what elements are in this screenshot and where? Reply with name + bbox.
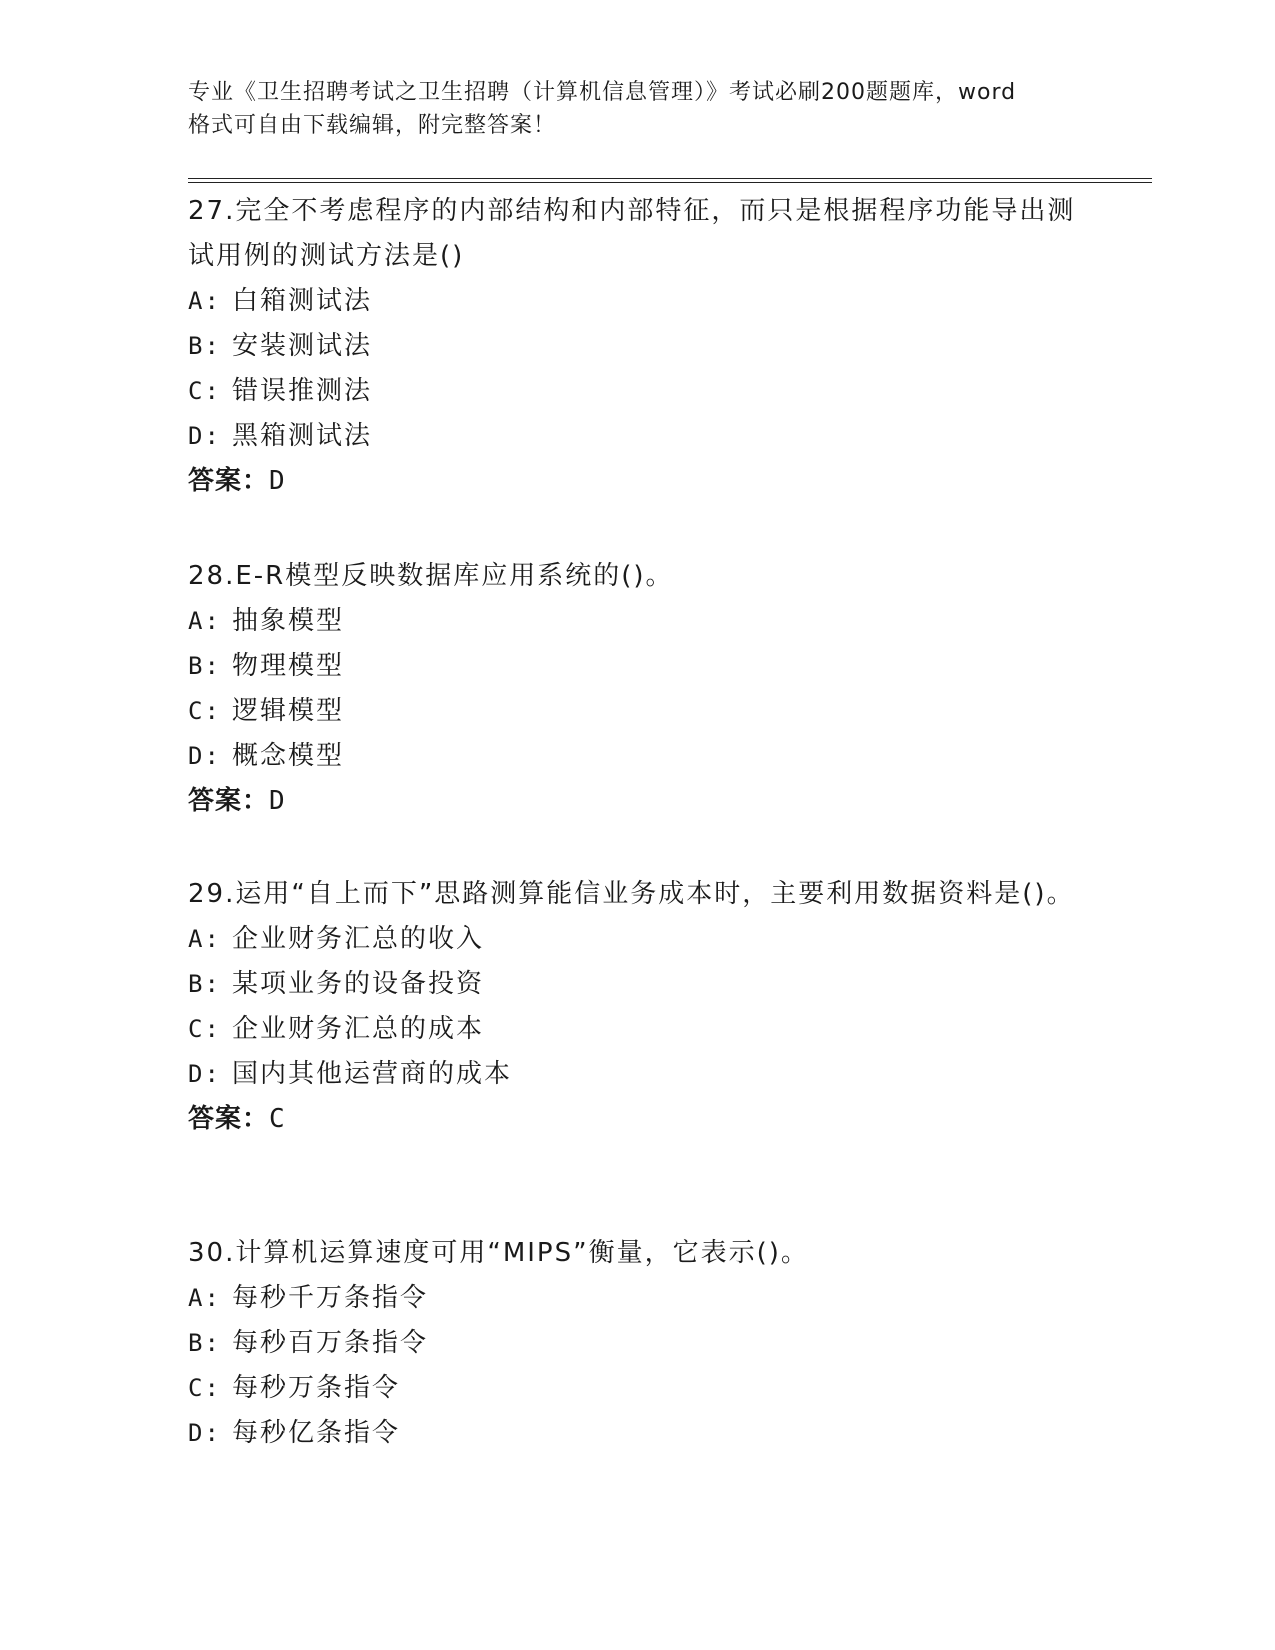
option-letter: C: [188, 1015, 221, 1043]
answer [188, 779, 1088, 824]
option-c [188, 1007, 1088, 1052]
option-letter: B: [188, 1329, 221, 1357]
option-letter: B: [188, 652, 221, 680]
option-text: 抽象模型 [232, 606, 345, 636]
option-c [188, 1366, 1088, 1411]
option-d [188, 1411, 1088, 1456]
option-b [188, 962, 1088, 1007]
option-text: 每秒亿条指令 [232, 1418, 401, 1448]
question-stem: 28.E-R模型反映数据库应用系统的()。 [188, 561, 674, 591]
question-28 [188, 554, 1088, 824]
question-stem: 27.完全不考虑程序的内部结构和内部特征，而只是根据程序功能导出测试用例的测试方法是() [188, 196, 1076, 271]
option-b [188, 644, 1088, 689]
answer-value: D [269, 786, 286, 816]
header-line-2: 格式可自由下载编辑，附完整答案！ [188, 113, 557, 138]
option-a [188, 599, 1088, 644]
option-letter: A: [188, 287, 221, 315]
question-30 [188, 1231, 1088, 1456]
question-27 [188, 189, 1088, 504]
option-b [188, 324, 1088, 369]
option-letter: D: [188, 742, 221, 770]
option-letter: B: [188, 970, 221, 998]
option-text: 某项业务的设备投资 [232, 969, 485, 999]
option-text: 每秒百万条指令 [232, 1328, 429, 1358]
answer [188, 459, 1088, 504]
option-a [188, 1276, 1088, 1321]
option-text: 物理模型 [232, 651, 345, 681]
option-text: 白箱测试法 [232, 286, 373, 316]
answer-value: C [269, 1104, 286, 1134]
option-text: 逻辑模型 [232, 696, 345, 726]
header-line-1: 专业《卫生招聘考试之卫生招聘（计算机信息管理）》考试必刷200题题库，word [188, 80, 1017, 105]
option-letter: C: [188, 377, 221, 405]
option-text: 企业财务汇总的成本 [232, 1014, 485, 1044]
option-text: 每秒千万条指令 [232, 1283, 429, 1313]
option-text: 黑箱测试法 [232, 421, 373, 451]
option-letter: A: [188, 925, 221, 953]
answer-label: 答案： [188, 1104, 270, 1134]
option-c [188, 689, 1088, 734]
option-b [188, 1321, 1088, 1366]
option-text: 国内其他运营商的成本 [232, 1059, 513, 1089]
question-29 [188, 872, 1088, 1142]
question-stem: 29.运用“自上而下”思路测算能信业务成本时，主要利用数据资料是()。 [188, 879, 1075, 909]
option-text: 概念模型 [232, 741, 345, 771]
option-letter: A: [188, 1284, 221, 1312]
answer-value: D [269, 466, 286, 496]
option-a [188, 917, 1088, 962]
option-letter: D: [188, 422, 221, 450]
header-divider-bottom [188, 182, 1152, 183]
option-text: 错误推测法 [232, 376, 373, 406]
option-letter: B: [188, 332, 221, 360]
option-a [188, 279, 1088, 324]
answer [188, 1097, 1088, 1142]
option-letter: C: [188, 697, 221, 725]
option-d [188, 414, 1088, 459]
option-text: 企业财务汇总的收入 [232, 924, 485, 954]
option-d [188, 1052, 1088, 1097]
document-header [188, 76, 1088, 142]
option-text: 每秒万条指令 [232, 1373, 401, 1403]
option-letter: D: [188, 1060, 221, 1088]
option-letter: C: [188, 1374, 221, 1402]
header-divider-top [188, 178, 1152, 179]
option-text: 安装测试法 [232, 331, 373, 361]
option-letter: D: [188, 1419, 221, 1447]
answer-label: 答案： [188, 786, 270, 816]
option-letter: A: [188, 607, 221, 635]
question-stem: 30.计算机运算速度可用“MIPS”衡量，它表示()。 [188, 1238, 809, 1268]
option-d [188, 734, 1088, 779]
option-c [188, 369, 1088, 414]
answer-label: 答案： [188, 466, 270, 496]
